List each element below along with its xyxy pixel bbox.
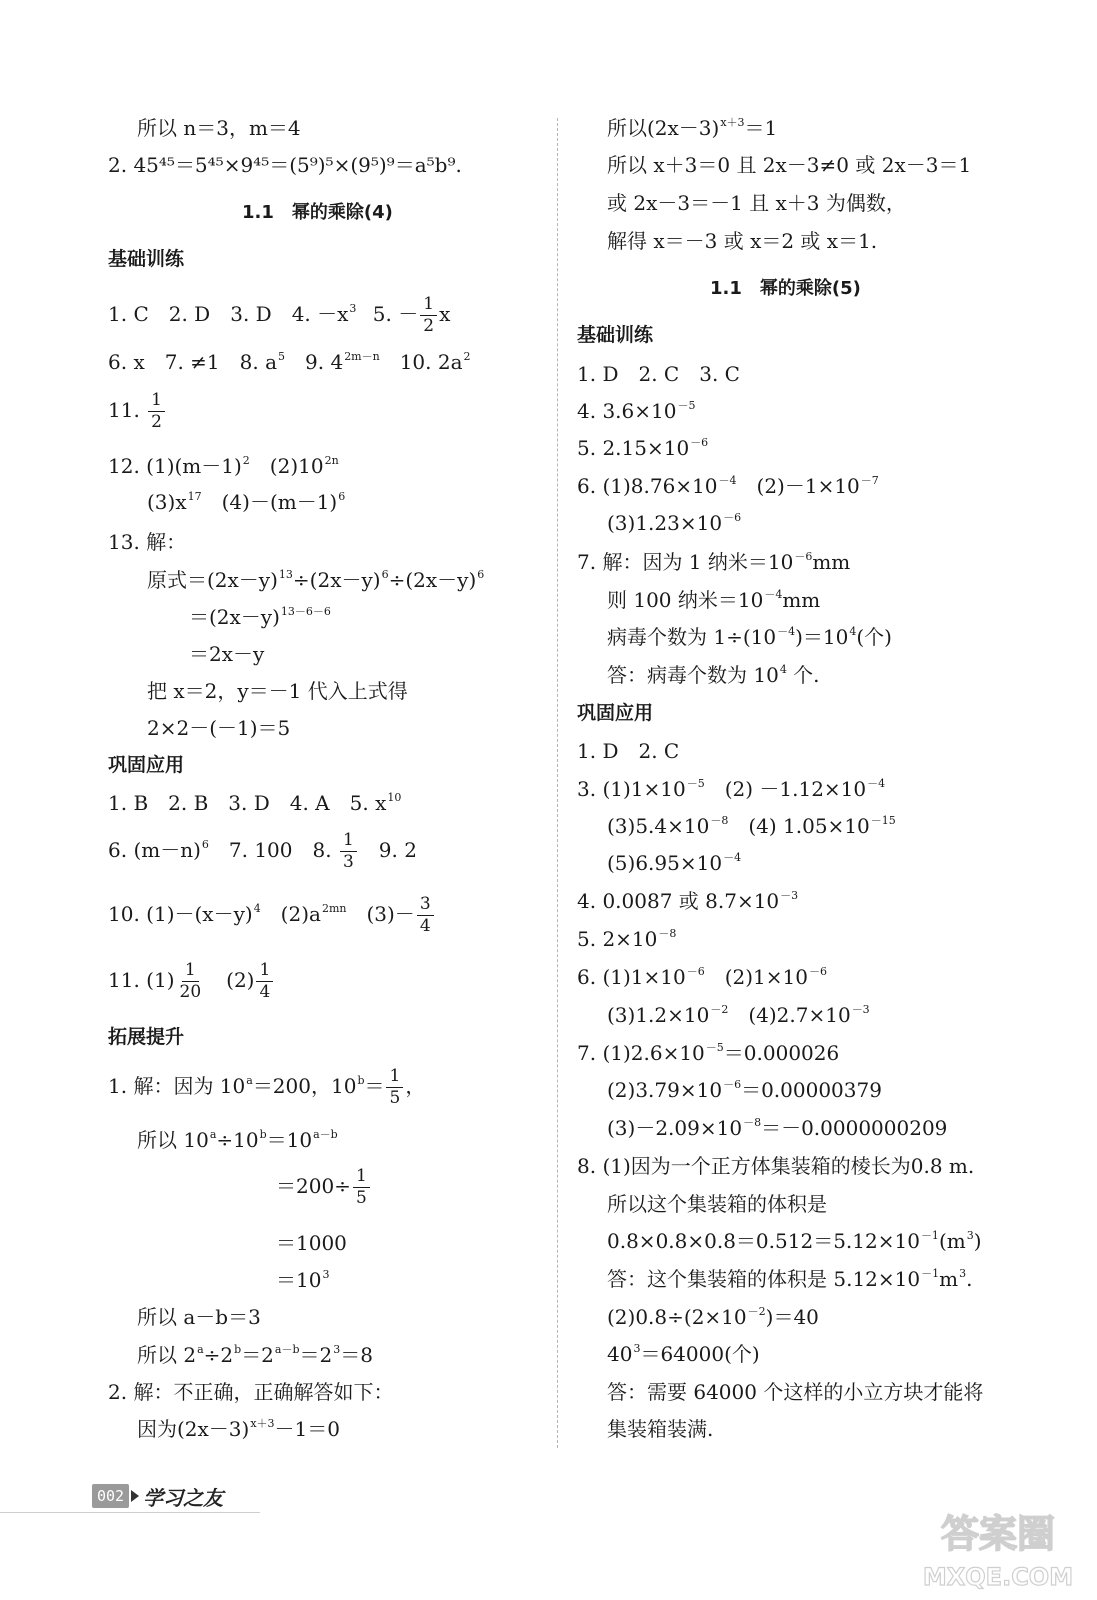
basic-answer-6: 6. $(1)8.76\times 10^{-4}$ $(2)-1\times 10^{-7}$	[577, 474, 879, 498]
basic-answer-11: 11. $\frac{1}{2}$	[108, 392, 167, 431]
solution-line: ＝200÷ $\frac{1}{5}$	[276, 1168, 372, 1207]
solution-line: 所以 a－b＝3	[137, 1305, 261, 1329]
consolidation-answer-6b: $(3)1.2\times 10^{-2}$ $(4)2.7\times 10^{-3}$	[607, 1003, 870, 1027]
fraction: $\frac{1}{5}$	[353, 1168, 370, 1207]
basic-answer-12b: $(3)x^{17}$ $(4)-(m-1)^6$	[147, 490, 346, 514]
fraction: $\frac{1}{3}$	[340, 832, 357, 871]
solution-line: $40^3=64000$(个)	[607, 1342, 760, 1366]
text-line: 所以 n＝3，m＝4	[137, 116, 301, 140]
consolidation-answers-1-2: 1. D 2. C	[577, 739, 680, 763]
fraction: $\frac{1}{5}$	[386, 1068, 403, 1107]
solution-line: 所以 $2^a\div 2^b=2^{a-b}=2^3=8$	[137, 1343, 373, 1367]
solution-line: 或 2x－3＝－1 且 x＋3 为偶数，	[607, 191, 906, 215]
fraction: $\frac{1}{20}$	[179, 960, 202, 1002]
column-divider	[557, 118, 558, 1448]
basic-answer-6c: $(3)1.23\times 10^{-6}$	[607, 511, 742, 535]
consolidation-answer-5: 5. $2\times 10^{-8}$	[577, 927, 677, 951]
solution-line: 把 x＝2，y＝－1 代入上式得	[147, 679, 408, 703]
arrow-icon	[131, 1490, 139, 1502]
watermark-text: 答案圈	[940, 1512, 1056, 1556]
section-title: 1.1 幂的乘除(4)	[242, 202, 393, 223]
solution-line: 所以 $10^a\div 10^b=10^{a-b}$	[137, 1128, 338, 1152]
solution-line: 原式$=(2x-y)^{13}\div(2x-y)^6\div(2x-y)^6$	[147, 568, 485, 592]
basic-answer-13: 13. 解：	[108, 530, 187, 554]
solution-line: $=10^3$	[276, 1268, 330, 1292]
heading-extension: 拓展提升	[108, 1026, 185, 1048]
basic-answer-5: 5. $2.15\times 10^{-6}$	[577, 436, 709, 460]
heading-consolidation: 巩固应用	[577, 702, 654, 724]
solution-line: $=(2x-y)^{13-6-6}$	[189, 605, 331, 629]
heading-consolidation: 巩固应用	[108, 754, 185, 776]
basic-answer-4: 4. $3.6\times 10^{-5}$	[577, 399, 696, 423]
solution-line: 解得 x＝－3 或 x＝2 或 x＝1.	[607, 229, 878, 253]
watermark-logo	[908, 1505, 1088, 1595]
solution-line: 所以 x＋3＝0 且 2x－3≠0 或 2x－3＝1	[607, 153, 972, 177]
consolidation-answer-4: 4. 0.0087 或 $8.7\times 10^{-3}$	[577, 889, 799, 913]
solution-line: 所以$(2x-3)^{x+3}=1$	[607, 116, 778, 140]
watermark-url: MXQE.COM	[922, 1563, 1074, 1591]
section-title: 1.1 幂的乘除(5)	[710, 278, 861, 299]
consolidation-answer-3: 3. $(1)1\times 10^{-5}$ $(2) -1.12\times 10^{-4}$	[577, 777, 886, 801]
basic-answer-12a: 12. $(1)(m-1)^2$ $(2)10^{2n}$	[108, 454, 339, 478]
consolidation-answer-8: 8. (1)因为一个正方体集装箱的棱长为0.8 m.	[577, 1154, 975, 1178]
basic-answer-7: 7. 解：因为 1 纳米$=10^{-6}mm$	[577, 550, 851, 574]
consolidation-answer-3b: $(3)5.4\times 10^{-8}$ (4) $1.05\times 10^{-15}$	[607, 814, 896, 838]
answer-2: 2. 45⁴⁵＝5⁴⁵×9⁴⁵＝(5⁹)⁵×(9⁵)⁹＝a⁵b⁹.	[108, 153, 462, 177]
heading-basic-training: 基础训练	[577, 324, 654, 346]
solution-line: 答：病毒个数为 $10^4$ 个.	[607, 663, 820, 687]
solution-line: 答：这个集装箱的体积是 $5.12\times 10^{-1}m^3$.	[607, 1267, 973, 1291]
consolidation-answer-3c: $(5)6.95\times 10^{-4}$	[607, 851, 742, 875]
consolidation-answer-7c: $(3)-2.09\times 10^{-8}=-0.0000000209$	[607, 1116, 948, 1140]
solution-line: 集装箱装满.	[607, 1417, 714, 1441]
solution-line: 2×2－(－1)＝5	[147, 716, 291, 740]
extension-answer-1: 1. 解：因为 $10^a=200$，$10^b=$ $\frac{1}{5}$ ，	[108, 1066, 426, 1108]
fraction: $\frac{1}{4}$	[256, 962, 273, 1001]
basic-answers-6-10: 6. x 7. ≠1 8. $a^5$ 9. $4^{2m-n}$ 10. $2a^2$	[108, 350, 471, 374]
consolidation-answer-6: 6. $(1)1\times 10^{-6}$ $(2)1\times 10^{-6}$	[577, 965, 827, 989]
consolidation-answers-6-9: 6. $(m-n)^6$ 7. 100 8. $\frac{1}{3}$ 9. 2	[108, 830, 417, 872]
basic-answers-1-3: 1. D 2. C 3. C	[577, 362, 740, 386]
fraction: $\frac{1}{2}$	[148, 392, 165, 431]
solution-line: 则 100 纳米$=10^{-4}mm$	[607, 588, 821, 612]
extension-answer-2: 2. 解：不正确，正确解答如下：	[108, 1380, 394, 1404]
solution-line: $0.8\times 0.8\times 0.8=0.512=5.12\times 10^{-1}(m^3)$	[607, 1229, 982, 1253]
basic-answers-1-5: 1. C 2. D 3. D 4. $-x^3$ 5. － $\frac{1}{2}$ x	[108, 294, 451, 336]
brand-name: 学习之友	[143, 1485, 224, 1510]
heading-basic-training: 基础训练	[108, 248, 185, 270]
solution-line: 因为$(2x-3)^{x+3}-1=0$	[137, 1417, 340, 1441]
fraction: $\frac{3}{4}$	[417, 896, 434, 935]
solution-line: $(2)0.8\div(2\times 10^{-2})=40$	[607, 1305, 819, 1329]
fraction: $\frac{1}{2}$	[420, 296, 437, 335]
consolidation-answer-7: 7. $(1)2.6\times 10^{-5}=0.000026$	[577, 1041, 840, 1065]
consolidation-answer-11: 11. (1) $\frac{1}{20}$ (2) $\frac{1}{4}$	[108, 962, 275, 1001]
solution-line: ＝2x－y	[189, 642, 265, 666]
consolidation-answers-1-5: 1. B 2. B 3. D 4. A 5. $x^{10}$	[108, 791, 402, 815]
solution-line: ＝1000	[276, 1231, 347, 1255]
page-footer	[92, 1482, 223, 1510]
consolidation-answer-7b: $(2)3.79\times 10^{-6}=0.00000379$	[607, 1078, 882, 1102]
solution-line: 答：需要 64000 个这样的小立方块才能将	[607, 1380, 984, 1404]
solution-line: 病毒个数为 $1\div(10^{-4})=10^4$(个)	[607, 625, 892, 649]
page-number: 002	[92, 1484, 129, 1508]
solution-line: 所以这个集装箱的体积是	[607, 1192, 827, 1216]
consolidation-answer-10: 10. $(1)-(x-y)^4$ $(2)a^{2mn}$ (3)－ $\frac{3}{4}$	[108, 896, 436, 935]
footer-rule	[0, 1512, 260, 1513]
